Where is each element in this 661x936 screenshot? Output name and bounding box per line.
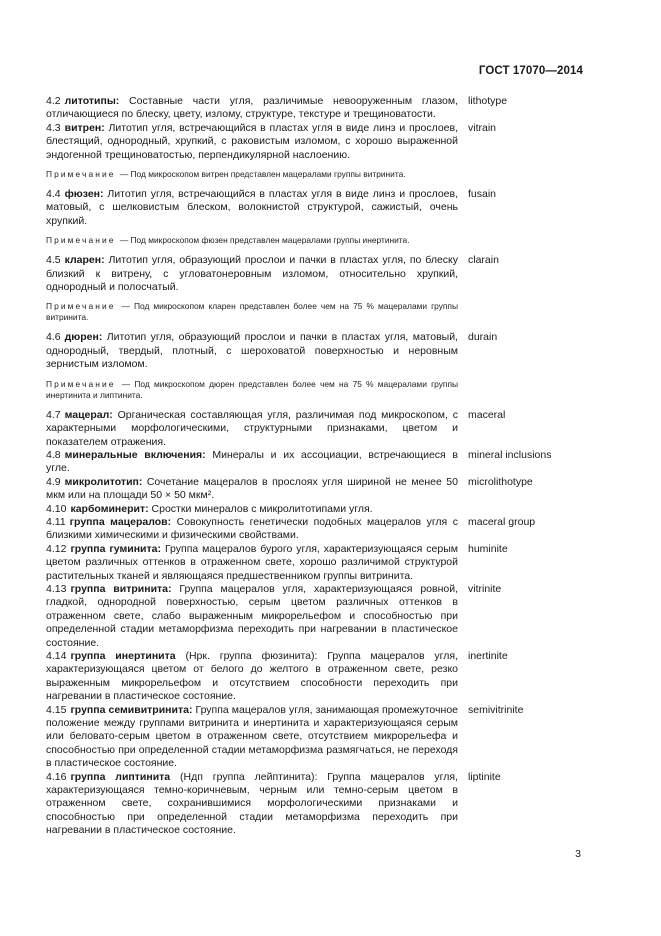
entry-keyword: группа витринита: bbox=[70, 582, 172, 595]
entry-text: Группа мацералов угля, характеризующаяся ровной, гладкой, однородной поверхностью, серым цветом различных оттенков в отраженном свете, слабо выраженным микрорельефом и способностью при определенной стадии метаморфизма переходить при нагревании в пластическое состояние. bbox=[46, 582, 458, 649]
entry-definition bbox=[46, 771, 458, 838]
entry-number: 4.8 bbox=[46, 448, 61, 461]
note-label: Примечание bbox=[46, 169, 116, 180]
entry-keyword: витрен: bbox=[64, 121, 105, 134]
term-entry bbox=[46, 122, 616, 162]
entry-number: 4.13 bbox=[46, 582, 67, 595]
term-entry bbox=[46, 516, 616, 543]
entry-number: 4.6 bbox=[46, 331, 61, 344]
entry-english-term: clarain bbox=[468, 254, 499, 267]
entry-english-term: vitrain bbox=[468, 121, 497, 134]
term-entry bbox=[46, 254, 616, 294]
entry-note bbox=[46, 301, 458, 323]
entry-definition bbox=[46, 583, 458, 650]
entry-definition bbox=[46, 503, 458, 516]
entry-keyword: группа семивитринита: bbox=[70, 703, 193, 716]
entry-number: 4.5 bbox=[46, 254, 61, 267]
entry-english-term: maceral bbox=[468, 408, 506, 421]
page-number: 3 bbox=[575, 848, 581, 860]
entry-english-term: durain bbox=[468, 331, 498, 344]
note-label: Примечание bbox=[46, 235, 116, 246]
entry-number: 4.2 bbox=[46, 95, 61, 107]
entry-text: Органическая составляющая угля, различимая под микроскопом, с характерными морфологическими, структурными признаками, цветом и показателем отражения. bbox=[46, 408, 458, 448]
entry-text: Группа мацералов угля, занимающая промежуточное положение между группами витринита и инертинита и характеризующаяся серым или беловато-серым цветом в отраженном свете, отсутствием микрорельефа и способностью при определенной стадии метаморфизма размягчаться, не переходя в пластическое состояние. bbox=[46, 703, 458, 770]
entry-definition bbox=[46, 476, 458, 503]
entry-english-term: microlithotype bbox=[468, 475, 533, 488]
entry-keyword: карбоминерит: bbox=[70, 502, 149, 515]
entry-text: Совокупность генетически подобных мацералов угля с близкими химическими и физическими свойствами. bbox=[46, 515, 458, 542]
entry-definition bbox=[46, 704, 458, 771]
entry-note bbox=[46, 169, 458, 180]
entry-text: Сростки минералов с микролитотипами угля. bbox=[148, 502, 373, 515]
term-entry bbox=[46, 476, 616, 503]
entry-number: 4.10 bbox=[46, 502, 67, 515]
entry-definition bbox=[46, 650, 458, 704]
entry-definition bbox=[46, 122, 458, 162]
entry-keyword: группа гуминита: bbox=[70, 542, 161, 555]
entry-keyword: микролитотип: bbox=[64, 475, 143, 488]
entry-text: Литотип угля, образующий прослои и пачки в пластах угля, матовый, однородный, твердый, плотный, с шероховатой поверхностью и неровным зернистым изломом. bbox=[46, 331, 458, 371]
note-text: — Под микроскопом фюзен представлен мацералами группы инертинита. bbox=[119, 235, 410, 246]
term-entry bbox=[46, 331, 616, 371]
note-text: — Под микроскопом кларен представлен более чем на 75 % мацералами группы витринита. bbox=[46, 301, 458, 323]
entry-definition bbox=[46, 188, 458, 228]
entry-note bbox=[46, 235, 458, 246]
entry-keyword: литотипы: bbox=[64, 95, 120, 107]
entry-english-term: lithotype bbox=[468, 95, 508, 107]
term-entry bbox=[46, 95, 616, 122]
entry-text: (Ндп группа лейптинита): Группа мацералов угля, характеризующаяся темно-коричневым, черным или темно-серым цветом в отраженном свете, сохранившимися морфологическими признаками и способностью при определенной стадии метаморфизма переходить при нагревании в пластическое состояние. bbox=[46, 770, 458, 837]
standard-header: ГОСТ 17070—2014 bbox=[478, 65, 583, 77]
entry-number: 4.3 bbox=[46, 121, 61, 134]
entry-number: 4.12 bbox=[46, 542, 67, 555]
entry-number: 4.14 bbox=[46, 650, 67, 662]
entry-english-term: inertinite bbox=[468, 650, 508, 662]
entry-english-term: fusain bbox=[468, 188, 497, 201]
entry-text: (Нрк. группа фюзинита): Группа мацералов угля, характеризующаяся цветом от белого до желтого в отраженном свете, резко выраженным микрорельефом и отсутствием способности переходить при нагревании в пластическое состояние. bbox=[46, 650, 459, 703]
entry-keyword: группа липтинита bbox=[70, 770, 171, 783]
entry-note bbox=[46, 379, 458, 401]
term-entry bbox=[46, 583, 616, 650]
term-entry bbox=[46, 704, 616, 771]
entry-keyword: группа мацералов: bbox=[69, 515, 172, 528]
entry-number: 4.11 bbox=[46, 515, 66, 528]
entry-text: Литотип угля, встречающийся в пластах угля в виде линз и прослоев, блестящий, однородный, хрупкий, с раковистым изломом, с хорошо выраженной эндогенной трещиноватостью, перпендикулярной наслоению. bbox=[46, 121, 458, 161]
entry-number: 4.15 bbox=[46, 703, 67, 716]
note-label: Примечание bbox=[46, 378, 116, 389]
entry-definition bbox=[46, 409, 458, 449]
entry-text: Группа мацералов бурого угля, характеризующаяся серым цветом различных оттенков в отраженном свете, хорошо различимой структурой растительных тканей и являющаяся предшественником группы витринита. bbox=[46, 542, 458, 582]
term-entry bbox=[46, 650, 616, 704]
entry-keyword: мацерал: bbox=[64, 408, 113, 421]
entry-number: 4.4 bbox=[46, 188, 61, 201]
entry-keyword: кларен: bbox=[64, 254, 105, 267]
entry-keyword: группа инертинита bbox=[70, 650, 176, 662]
entry-number: 4.7 bbox=[46, 408, 61, 421]
entry-text: Литотип угля, встречающийся в пластах угля в виде линз и прослоев, матовый, с шелковистым блеском, волокнистой структурой, сажистый, очень хрупкий. bbox=[46, 188, 458, 227]
entry-keyword: фюзен: bbox=[64, 188, 104, 201]
term-entry bbox=[46, 409, 616, 449]
entry-english-term: liptinite bbox=[468, 770, 501, 783]
term-entry bbox=[46, 543, 616, 583]
term-entry bbox=[46, 188, 616, 228]
note-text: — Под микроскопом дюрен представлен более чем на 75 % мацералами группы инертинита и липтинита. bbox=[46, 378, 459, 400]
entry-text: Сочетание мацералов в прослоях угля шириной не менее 50 мкм или на площади 50 × 50 мкм². bbox=[46, 475, 458, 502]
entry-text: Минералы и их ассоциации, встречающиеся в угле. bbox=[46, 448, 458, 475]
entry-text: Литотип угля, образующий прослои и пачки в пластах угля, по блеску близкий к витрену, с угловатонеровным изломом, относительно хрупкий, однородный и полосчатый. bbox=[46, 254, 458, 294]
entry-keyword: минеральные включения: bbox=[64, 448, 206, 461]
entry-definition bbox=[46, 543, 458, 583]
entry-definition bbox=[46, 516, 458, 543]
entry-number: 4.9 bbox=[46, 475, 61, 488]
note-text: — Под микроскопом витрен представлен мацералами группы витринита. bbox=[119, 169, 406, 180]
entry-definition bbox=[46, 95, 458, 122]
entry-definition bbox=[46, 449, 458, 476]
entry-english-term: maceral group bbox=[468, 515, 536, 528]
term-entry bbox=[46, 771, 616, 838]
entry-english-term: huminite bbox=[468, 542, 508, 555]
entry-definition bbox=[46, 331, 458, 371]
term-entry bbox=[46, 503, 616, 516]
entry-definition bbox=[46, 254, 458, 294]
entry-keyword: дюрен: bbox=[64, 331, 103, 344]
entry-text: Составные части угля, различимые невооруженным глазом, отличающиеся по блеску, цвету, излому, структуре, текстуре и трещиноватости. bbox=[46, 95, 458, 121]
entry-english-term: vitrinite bbox=[468, 582, 502, 595]
note-label: Примечание bbox=[46, 301, 116, 312]
term-entry bbox=[46, 449, 616, 476]
entry-number: 4.16 bbox=[46, 770, 67, 783]
terms-list bbox=[46, 95, 616, 838]
entry-english-term: mineral inclusions bbox=[468, 448, 552, 461]
entry-english-term: semivitrinite bbox=[468, 703, 524, 716]
